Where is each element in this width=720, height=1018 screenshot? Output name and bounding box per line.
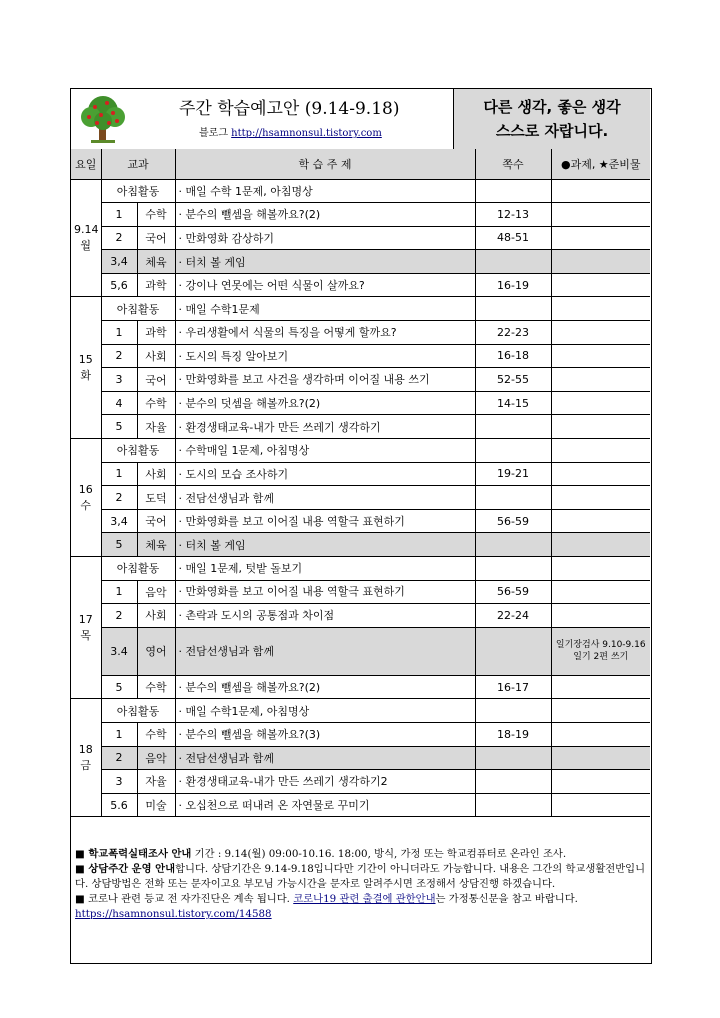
table-row xyxy=(71,344,650,368)
note-school-violence xyxy=(75,847,646,862)
table-row xyxy=(71,226,650,250)
pages-cell: 16-17 xyxy=(475,675,551,699)
subject-cell: 영어 xyxy=(137,627,175,675)
page-title: 주간 학습예고안 (9.14-9.18) xyxy=(179,99,400,119)
subject-cell: 사회 xyxy=(137,462,175,486)
pages-cell xyxy=(475,533,551,557)
header-subject: 교과 xyxy=(101,149,175,179)
period-cell: 2 xyxy=(101,746,137,770)
table-row xyxy=(71,699,650,723)
table-row xyxy=(71,722,650,746)
subject-cell: 음악 xyxy=(137,580,175,604)
table-header-row xyxy=(71,149,650,179)
period-cell: 아침활동 xyxy=(101,297,175,321)
subject-cell: 자율 xyxy=(137,770,175,794)
table-row xyxy=(71,368,650,392)
note-cell xyxy=(551,415,650,439)
period-cell: 3,4 xyxy=(101,509,137,533)
pages-cell: 19-21 xyxy=(475,462,551,486)
subject-cell: 체육 xyxy=(137,533,175,557)
topic-cell: · 도시의 특징 알아보기 xyxy=(175,344,475,368)
topic-cell: · 환경생태교육-내가 만든 쓰레기 생각하기2 xyxy=(175,770,475,794)
schedule-table xyxy=(71,149,650,817)
period-cell: 아침활동 xyxy=(101,557,175,581)
topic-cell: · 전담선생님과 함께 xyxy=(175,746,475,770)
table-row xyxy=(71,415,650,439)
note-cell xyxy=(551,770,650,794)
header-pages: 쪽수 xyxy=(475,149,551,179)
period-cell: 아침활동 xyxy=(101,179,175,203)
day-cell: 9.14 월 xyxy=(71,179,101,297)
period-cell: 1 xyxy=(101,722,137,746)
period-cell: 5.6 xyxy=(101,793,137,817)
blog-line xyxy=(199,124,382,139)
table-row xyxy=(71,627,650,675)
note-cell xyxy=(551,486,650,510)
pages-cell: 56-59 xyxy=(475,509,551,533)
note-cell xyxy=(551,391,650,415)
pages-cell xyxy=(475,699,551,723)
covid-notice-link[interactable]: 코로나19 관련 출결에 관한안내 xyxy=(293,893,436,905)
subject-cell: 미술 xyxy=(137,793,175,817)
note-cell xyxy=(551,226,650,250)
period-cell: 2 xyxy=(101,604,137,628)
topic-cell: · 터치 볼 게임 xyxy=(175,533,475,557)
pages-cell: 16-18 xyxy=(475,344,551,368)
note-3-prefix: ■ 코로나 관련 등교 전 자가진단은 계속 됩니다. xyxy=(75,893,294,905)
header-day: 요일 xyxy=(71,149,101,179)
period-cell: 2 xyxy=(101,486,137,510)
period-cell: 5 xyxy=(101,415,137,439)
topic-cell: · 전담선생님과 함께 xyxy=(175,486,475,510)
note-cell xyxy=(551,250,650,274)
pages-cell: 48-51 xyxy=(475,226,551,250)
notes-section xyxy=(71,845,650,924)
period-cell: 5 xyxy=(101,675,137,699)
motto-line-1: 다른 생각, 좋은 생각 xyxy=(483,98,621,116)
note-cell xyxy=(551,746,650,770)
header xyxy=(71,89,650,150)
period-cell: 아침활동 xyxy=(101,439,175,463)
motto-box xyxy=(453,89,650,149)
tree-logo-icon xyxy=(77,93,129,145)
pages-cell: 56-59 xyxy=(475,580,551,604)
note-covid xyxy=(75,892,646,922)
period-cell: 1 xyxy=(101,321,137,345)
pages-cell xyxy=(475,250,551,274)
topic-cell: · 수학매일 1문제, 아침명상 xyxy=(175,439,475,463)
pages-cell: 18-19 xyxy=(475,722,551,746)
pages-cell xyxy=(475,793,551,817)
note-cell xyxy=(551,604,650,628)
note-cell xyxy=(551,203,650,227)
day-cell: 15 화 xyxy=(71,297,101,439)
period-cell: 5 xyxy=(101,533,137,557)
table-row xyxy=(71,557,650,581)
pages-cell xyxy=(475,297,551,321)
subject-cell: 국어 xyxy=(137,368,175,392)
note-3-mid: 는 가정통신문을 참고 바랍니다. xyxy=(435,893,578,905)
pages-cell xyxy=(475,486,551,510)
pages-cell xyxy=(475,627,551,675)
subject-cell: 과학 xyxy=(137,321,175,345)
weekly-plan-sheet xyxy=(70,88,652,964)
note-cell xyxy=(551,321,650,345)
topic-cell: · 매일 수학1문제 xyxy=(175,297,475,321)
note-1-text: 기간 : 9.14(월) 09:00-10.16. 18:00, 방식, 가정 또는 학교컴퓨터로 온라인 조사. xyxy=(191,848,567,860)
note-2-title: ■ 상담주간 운영 안내 xyxy=(75,863,176,875)
table-row xyxy=(71,179,650,203)
pages-cell xyxy=(475,439,551,463)
subject-cell: 사회 xyxy=(137,344,175,368)
table-row xyxy=(71,580,650,604)
note-2-text: 합니다. 상담기간은 9.14-9.18입니다만 기간이 아니더라도 가능합니다. 내용은 그간의 학교생활전반입니다. 상담방법은 전화 또는 문자이고요 부모님 가능시간을 문자로 알려주시면 조정해서 상담진행 하겠습니다. xyxy=(75,863,646,890)
covid-url-link[interactable]: https://hsamnonsul.tistory.com/14588 xyxy=(75,908,272,920)
subject-cell: 수학 xyxy=(137,203,175,227)
period-cell: 2 xyxy=(101,344,137,368)
table-row xyxy=(71,509,650,533)
table-row xyxy=(71,203,650,227)
note-cell xyxy=(551,297,650,321)
period-cell: 1 xyxy=(101,203,137,227)
pages-cell xyxy=(475,415,551,439)
note-cell xyxy=(551,533,650,557)
note-cell xyxy=(551,439,650,463)
pages-cell: 22-23 xyxy=(475,321,551,345)
subject-cell: 수학 xyxy=(137,675,175,699)
topic-cell: · 만화영화 감상하기 xyxy=(175,226,475,250)
table-row xyxy=(71,439,650,463)
period-cell: 1 xyxy=(101,580,137,604)
topic-cell: · 촌락과 도시의 공통점과 차이점 xyxy=(175,604,475,628)
period-cell: 3,4 xyxy=(101,250,137,274)
period-cell: 2 xyxy=(101,226,137,250)
table-row xyxy=(71,675,650,699)
note-cell xyxy=(551,179,650,203)
topic-cell: · 분수의 덧셈을 해볼까요?(2) xyxy=(175,391,475,415)
table-row xyxy=(71,391,650,415)
table-row xyxy=(71,486,650,510)
table-row xyxy=(71,604,650,628)
blog-label: 블로그 xyxy=(199,128,228,139)
note-cell xyxy=(551,699,650,723)
note-cell xyxy=(551,368,650,392)
topic-cell: · 도시의 모습 조사하기 xyxy=(175,462,475,486)
pages-cell xyxy=(475,179,551,203)
note-1-title: ■ 학교폭력실태조사 안내 xyxy=(75,848,192,860)
note-cell xyxy=(551,557,650,581)
pages-cell xyxy=(475,770,551,794)
subject-cell: 음악 xyxy=(137,746,175,770)
day-cell: 17 목 xyxy=(71,557,101,699)
day-cell: 18 금 xyxy=(71,699,101,817)
topic-cell: · 환경생태교육-내가 만든 쓰레기 생각하기 xyxy=(175,415,475,439)
topic-cell: · 만화영화를 보고 사건을 생각하며 이어질 내용 쓰기 xyxy=(175,368,475,392)
topic-cell: · 강이나 연못에는 어떤 식물이 살까요? xyxy=(175,273,475,297)
note-cell xyxy=(551,462,650,486)
note-cell xyxy=(551,580,650,604)
topic-cell: · 분수의 뺄셈을 해볼까요?(3) xyxy=(175,722,475,746)
table-row xyxy=(71,462,650,486)
period-cell: 3 xyxy=(101,368,137,392)
subject-cell: 체육 xyxy=(137,250,175,274)
topic-cell: · 매일 수학 1문제, 아침명상 xyxy=(175,179,475,203)
pages-cell: 16-19 xyxy=(475,273,551,297)
subject-cell: 수학 xyxy=(137,391,175,415)
table-row xyxy=(71,250,650,274)
note-cell xyxy=(551,273,650,297)
topic-cell: · 오십천으로 떠내려 온 자연물로 꾸미기 xyxy=(175,793,475,817)
period-cell: 4 xyxy=(101,391,137,415)
period-cell: 아침활동 xyxy=(101,699,175,723)
table-row xyxy=(71,273,650,297)
topic-cell: · 매일 1문제, 텃밭 돌보기 xyxy=(175,557,475,581)
subject-cell: 사회 xyxy=(137,604,175,628)
table-row xyxy=(71,533,650,557)
note-cell xyxy=(551,509,650,533)
pages-cell: 22-24 xyxy=(475,604,551,628)
table-row xyxy=(71,746,650,770)
header-topic: 학 습 주 제 xyxy=(175,149,475,179)
pages-cell: 12-13 xyxy=(475,203,551,227)
day-cell: 16 수 xyxy=(71,439,101,557)
motto-line-2: 스스로 자랍니다. xyxy=(495,122,609,140)
header-note: ●과제, ★준비물 xyxy=(551,149,650,179)
pages-cell: 52-55 xyxy=(475,368,551,392)
topic-cell: · 만화영화를 보고 이어질 내용 역할극 표현하기 xyxy=(175,509,475,533)
topic-cell: · 분수의 뺄셈을 해볼까요?(2) xyxy=(175,203,475,227)
period-cell: 5,6 xyxy=(101,273,137,297)
note-cell xyxy=(551,675,650,699)
note-cell xyxy=(551,722,650,746)
subject-cell: 과학 xyxy=(137,273,175,297)
topic-cell: · 만화영화를 보고 이어질 내용 역할극 표현하기 xyxy=(175,580,475,604)
period-cell: 3 xyxy=(101,770,137,794)
topic-cell: · 터치 볼 게임 xyxy=(175,250,475,274)
pages-cell xyxy=(475,557,551,581)
table-row xyxy=(71,770,650,794)
table-row xyxy=(71,297,650,321)
topic-cell: · 매일 수학1문제, 아침명상 xyxy=(175,699,475,723)
subject-cell: 국어 xyxy=(137,509,175,533)
pages-cell: 14-15 xyxy=(475,391,551,415)
topic-cell: · 전담선생님과 함께 xyxy=(175,627,475,675)
topic-cell: · 우리생활에서 식물의 특징을 어떻게 할까요? xyxy=(175,321,475,345)
table-row xyxy=(71,321,650,345)
subject-cell: 도덕 xyxy=(137,486,175,510)
period-cell: 3.4 xyxy=(101,627,137,675)
note-counseling xyxy=(75,862,646,892)
note-cell: 일기장검사 9.10-9.16 일기 2편 쓰기 xyxy=(551,627,650,675)
period-cell: 1 xyxy=(101,462,137,486)
topic-cell: · 분수의 뺄셈을 해볼까요?(2) xyxy=(175,675,475,699)
subject-cell: 자율 xyxy=(137,415,175,439)
pages-cell xyxy=(475,746,551,770)
table-row xyxy=(71,793,650,817)
note-cell xyxy=(551,344,650,368)
subject-cell: 국어 xyxy=(137,226,175,250)
blog-link[interactable]: http://hsamnonsul.tistory.com xyxy=(231,128,382,139)
subject-cell: 수학 xyxy=(137,722,175,746)
note-cell xyxy=(551,793,650,817)
